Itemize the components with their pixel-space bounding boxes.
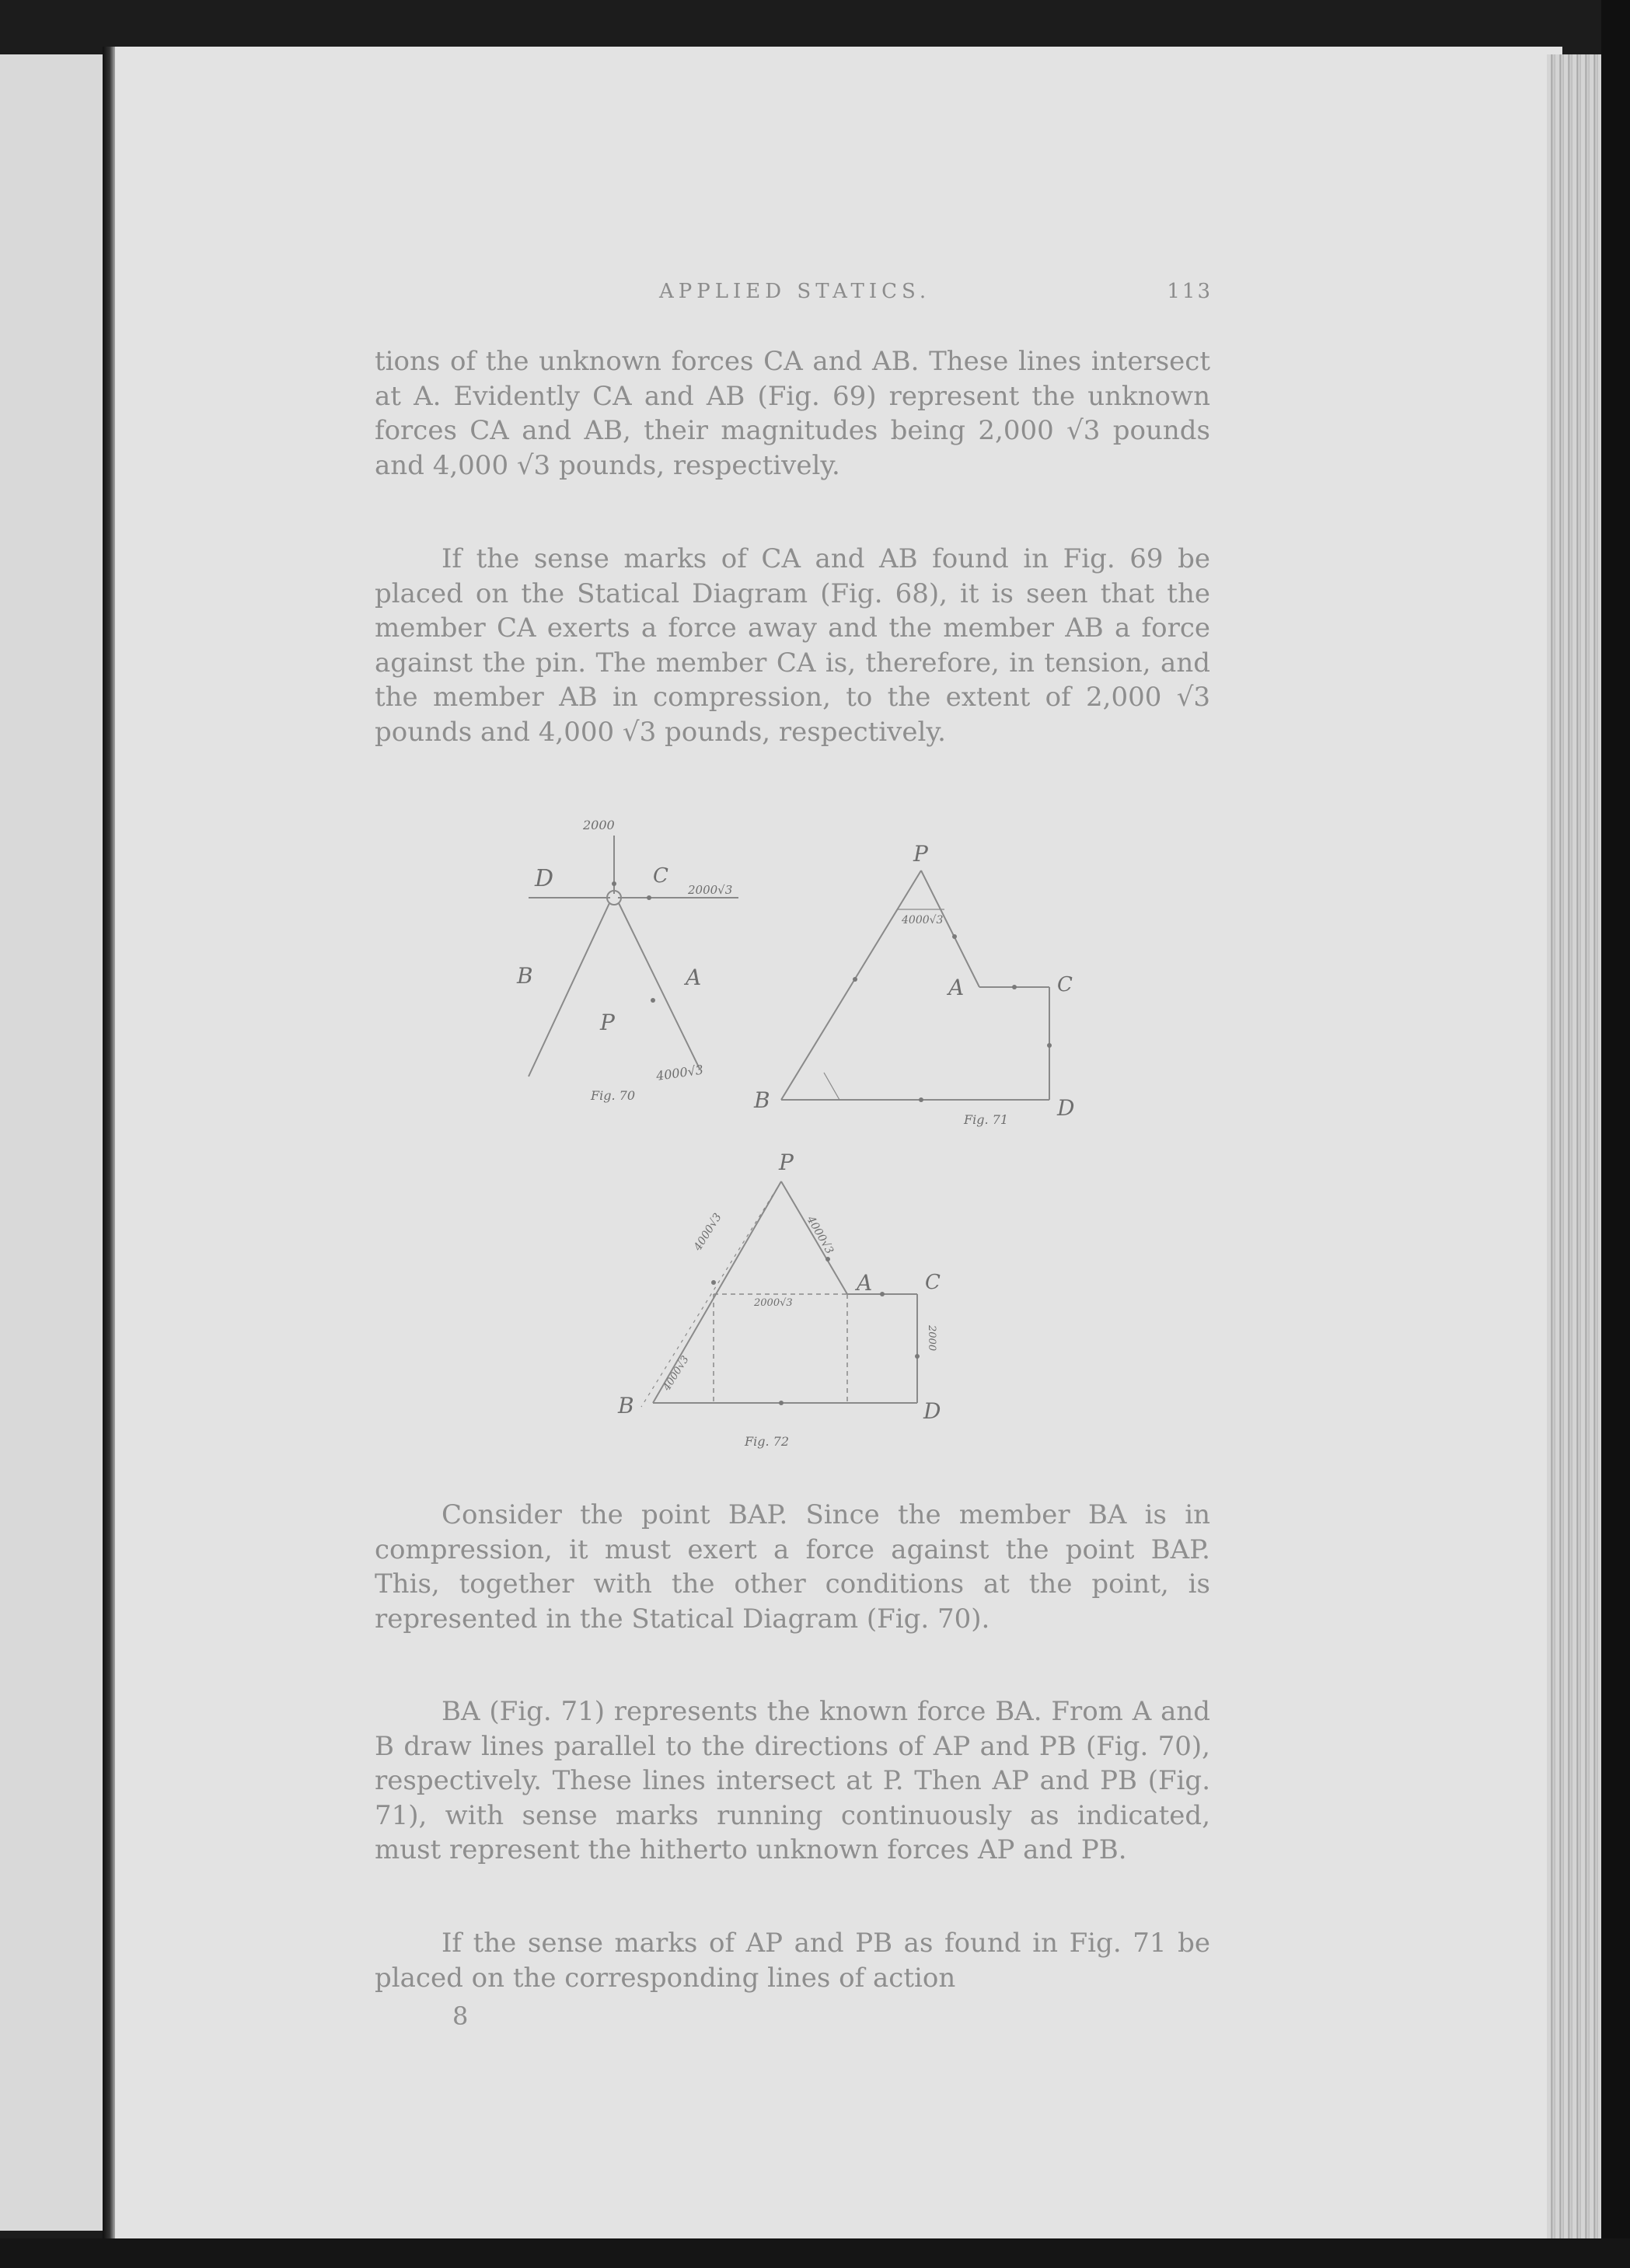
fig71-label-B: B xyxy=(754,1087,770,1113)
fig70-force-top: 2000 xyxy=(583,818,615,832)
figure-72-drawing xyxy=(606,1150,979,1461)
fig70-label-A: A xyxy=(686,965,702,990)
fig71-sense-mark xyxy=(1012,985,1017,989)
fig72-vertical-label: 2000 xyxy=(926,1325,937,1352)
fig72-left-label: 4000√3 xyxy=(691,1211,724,1254)
fig71-sense-mark xyxy=(952,934,957,939)
signature-mark: 8 xyxy=(452,2001,469,2031)
fig72-mid-label: 2000√3 xyxy=(754,1297,793,1309)
figure-72 xyxy=(606,1150,979,1461)
fig70-caption: Fig. 70 xyxy=(591,1088,635,1103)
fig70-label-P: P xyxy=(600,1010,615,1035)
fig70-label-C: C xyxy=(653,864,668,888)
paragraph-1: tions of the unknown forces CA and AB. These lines intersect at A. Evidently CA and AB (Fig. 69) represent the unknown forces CA and AB, their magnitudes being 2,000 √3 pounds and 4,000 √3 pounds, respectively. xyxy=(375,346,1210,481)
fig72-bottom-label: 4000√3 xyxy=(661,1354,692,1394)
fig72-sense-mark xyxy=(711,1280,716,1285)
fig72-label-D: D xyxy=(923,1398,941,1424)
page-edges xyxy=(1547,54,1601,2238)
paragraph-5: If the sense marks of AP and PB as found in Fig. 71 be placed on the corresponding lines of action xyxy=(375,1928,1210,1994)
fig72-label-B: B xyxy=(618,1393,634,1418)
left-page-edge xyxy=(0,54,109,2231)
page-number: 113 xyxy=(1167,280,1213,303)
running-title: APPLIED STATICS. xyxy=(659,280,931,303)
figure-71-drawing xyxy=(746,839,1104,1135)
fig72-label-C: C xyxy=(925,1271,941,1294)
fig70-left-diagonal xyxy=(529,903,609,1076)
fig70-force-right: 2000√3 xyxy=(688,883,733,897)
fig71-angle-mark xyxy=(824,1073,839,1100)
fig71-caption: Fig. 71 xyxy=(964,1112,1008,1127)
fig71-label-D: D xyxy=(1057,1095,1075,1121)
fig71-sense-mark xyxy=(919,1097,923,1102)
fig72-sense-mark xyxy=(915,1354,920,1359)
fig71-side-PB xyxy=(781,871,921,1100)
fig71-sense-mark xyxy=(1047,1043,1052,1048)
running-header xyxy=(373,280,1213,311)
fig71-label-P: P xyxy=(913,841,928,867)
paragraph-3: Consider the point BAP. Since the member BA is in compression, it must exert a force against the point BAP. This, together with the other conditions at the point, is represented in the Statical Diagram (Fig. 70). xyxy=(375,1499,1210,1635)
fig72-sense-mark xyxy=(825,1257,830,1261)
fig70-sense-mark xyxy=(651,998,655,1003)
paragraph-2: If the sense marks of CA and AB found in Fig. 69 be placed on the Statical Diagram (Fig. 68), it is seen that the member CA exerts a force away and the member AB a force against the pin. The member CA is, therefore, in tension, and the member AB in compression, to the extent of 2,000 √3 pounds and 4,000 √3 pounds, respectively. xyxy=(375,543,1210,748)
fig72-sense-mark xyxy=(779,1401,784,1405)
paragraph-4: BA (Fig. 71) represents the known force BA. From A and B draw lines parallel to the directions of AP and PB (Fig. 70), respectively. These lines intersect at P. Then AP and PB (Fig. 71), with sense marks running continuously as indicated, must represent the hitherto unknown forces AP and PB. xyxy=(375,1696,1210,1865)
fig72-label-P: P xyxy=(779,1150,794,1175)
fig71-label-C: C xyxy=(1057,973,1073,996)
figure-71 xyxy=(746,839,1104,1135)
scanner-border-right xyxy=(1601,0,1630,2268)
fig70-label-D: D xyxy=(535,865,554,892)
fig71-sense-mark xyxy=(853,977,857,982)
fig70-sense-mark xyxy=(612,881,616,886)
fig72-side-PA xyxy=(781,1181,847,1294)
fig70-force-diag: 4000√3 xyxy=(654,1062,705,1083)
fig71-side-PA xyxy=(921,871,979,987)
scanner-border-bottom xyxy=(0,2238,1630,2268)
fig72-right-label: 4000√3 xyxy=(804,1214,836,1257)
fig70-label-B: B xyxy=(517,963,533,989)
fig72-caption: Fig. 72 xyxy=(745,1434,789,1449)
fig71-inner-label: 4000√3 xyxy=(902,914,944,926)
fig70-sense-mark xyxy=(647,895,651,900)
fig71-label-A: A xyxy=(948,975,965,1000)
fig72-sense-mark xyxy=(880,1292,885,1296)
fig72-label-A: A xyxy=(857,1270,873,1296)
